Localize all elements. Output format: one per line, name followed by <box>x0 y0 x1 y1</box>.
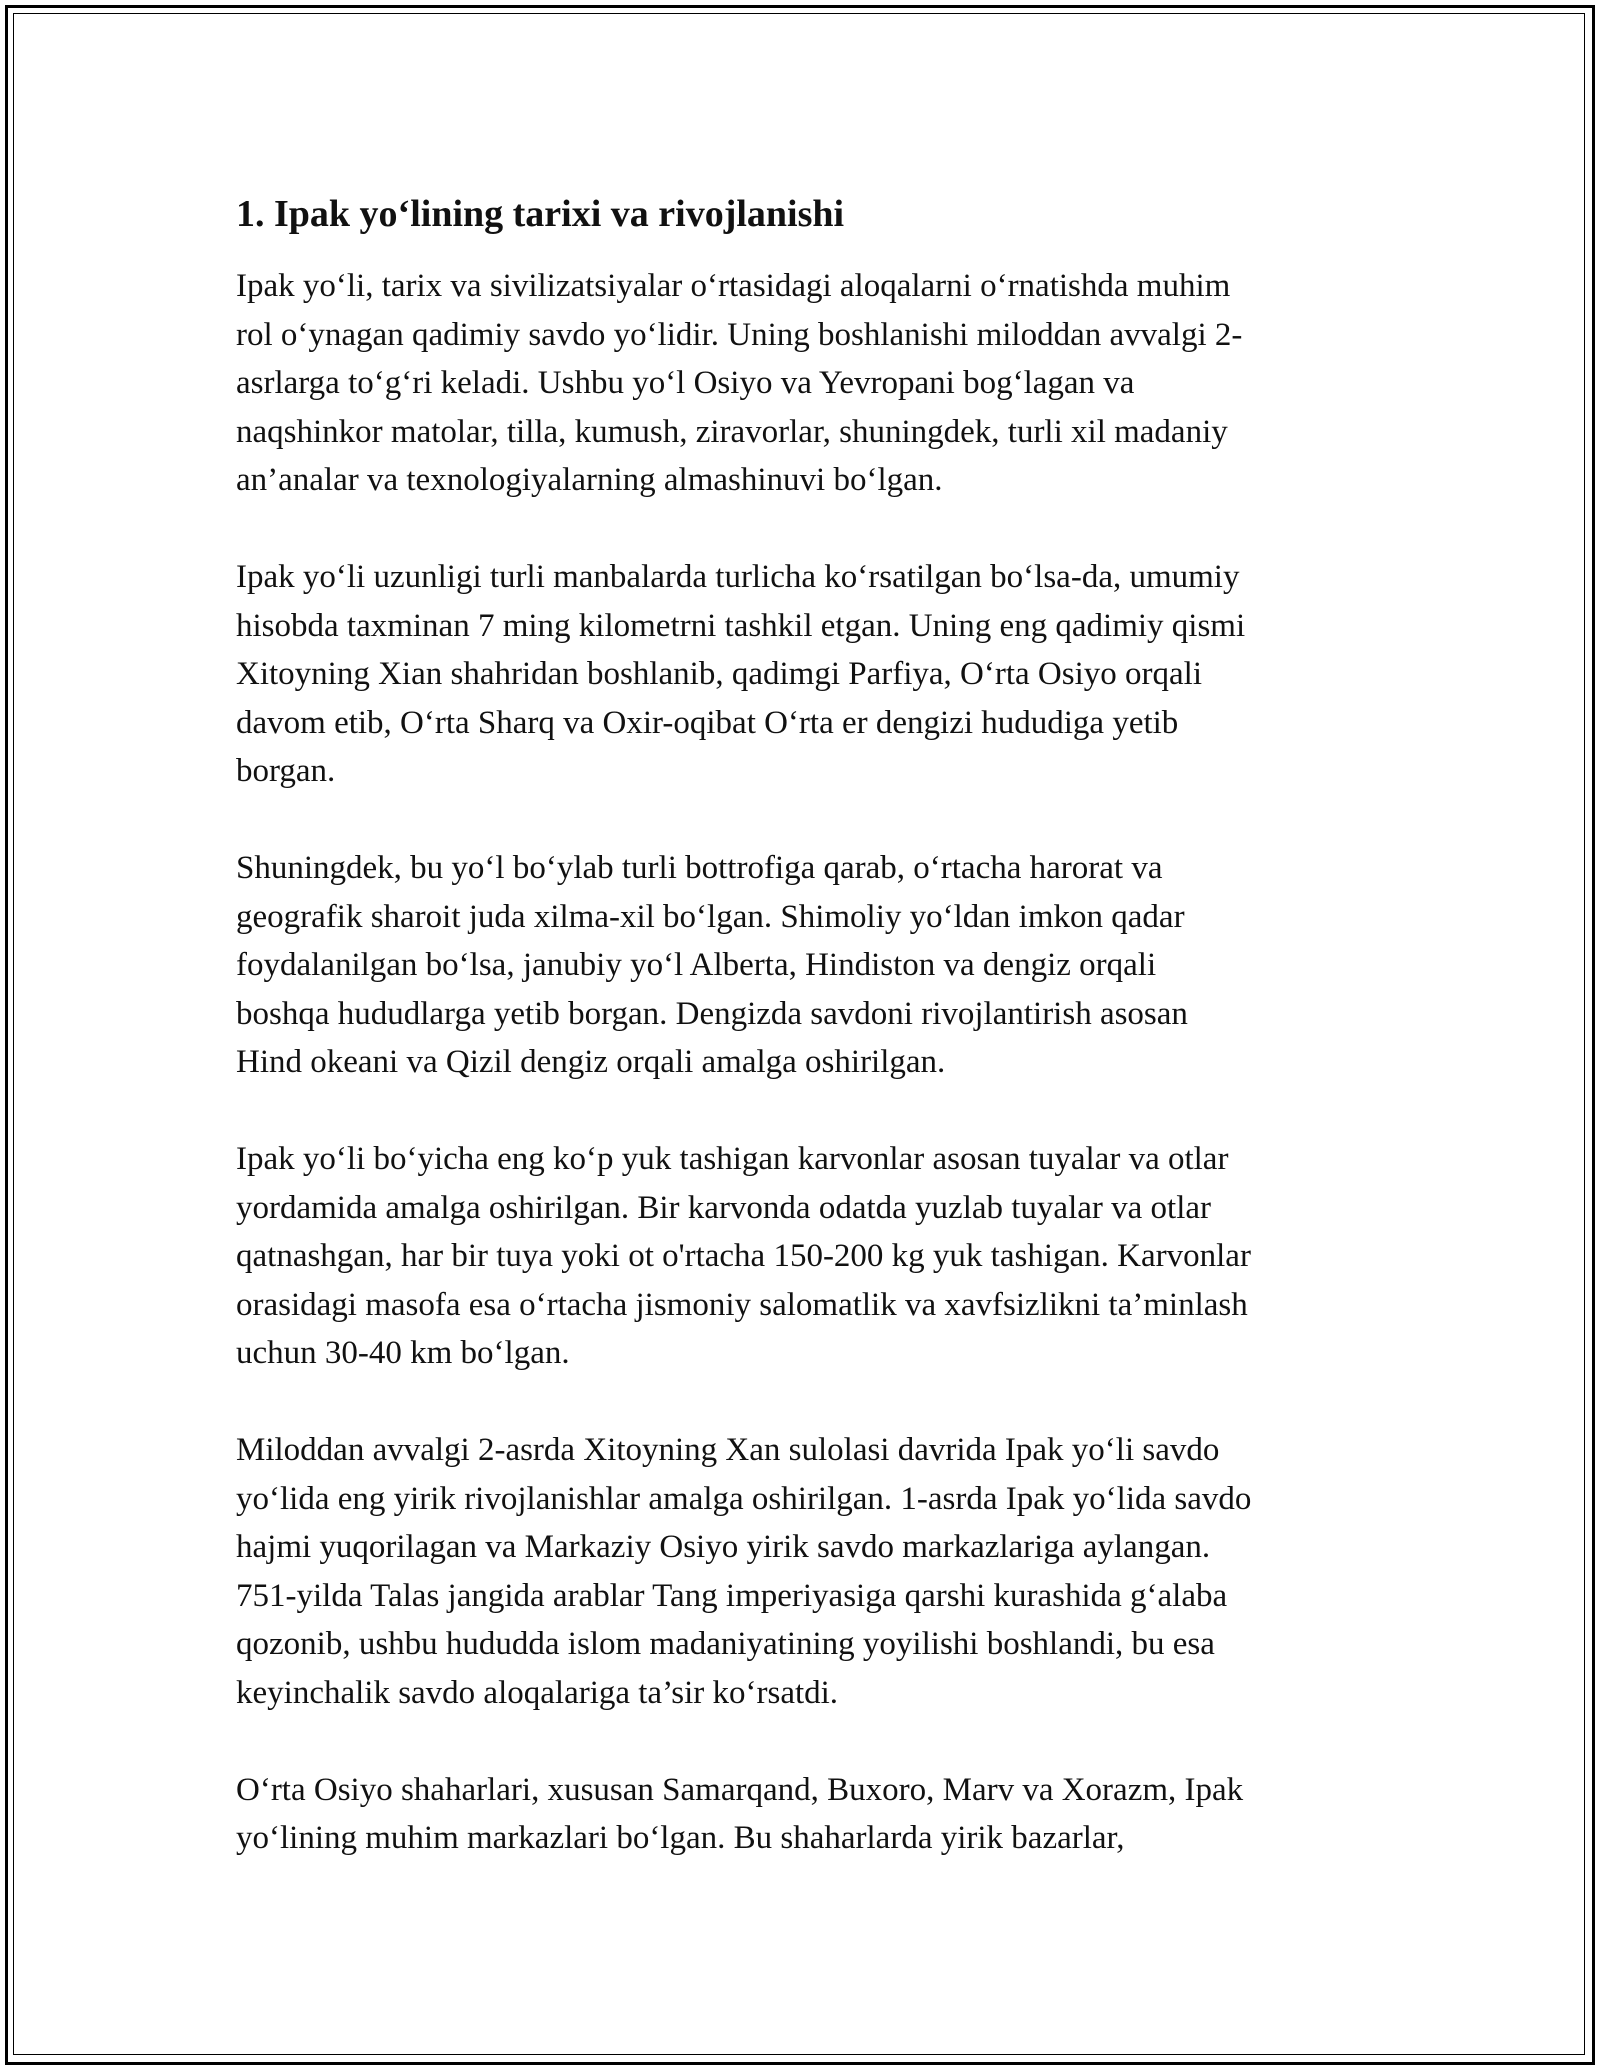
paragraph-2 <box>236 553 1371 796</box>
text-line: qozonib, ushbu hududda islom madaniyatining yoyilishi boshlandi, bu esa <box>236 1626 1215 1662</box>
text-line: keyinchalik savdo aloqalariga ta’sir ko‘rsatdi. <box>236 1674 839 1711</box>
text-line: hisobda taxminan 7 ming kilometrni tashkil etgan. Uning eng qadimiy qismi <box>236 607 1246 644</box>
text-line: uchun 30-40 km bo‘lgan. <box>236 1335 570 1371</box>
text-line: rol o‘ynagan qadimiy savdo yo‘lidir. Uning boshlanishi miloddan avvalgi 2- <box>236 316 1243 353</box>
text-line: Shuningdek, bu yo‘l bo‘ylab turli bottrofiga qarab, o‘rtacha harorat va <box>236 850 1163 886</box>
text-line: Ipak yo‘li, tarix va sivilizatsiyalar o‘rtasidagi aloqalarni o‘rnatishda muhim <box>236 268 1231 304</box>
text-line: yordamida amalga oshirilgan. Bir karvonda odatda yuzlab tuyalar va otlar <box>236 1189 1211 1226</box>
text-line: Ipak yo‘li uzunligi turli manbalarda turlicha ko‘rsatilgan bo‘lsa-da, umumiy <box>236 559 1240 595</box>
document-page <box>236 190 1371 1911</box>
text-line: davom etib, O‘rta Sharq va Oxir-oqibat O‘rta er dengizi hududiga yetib <box>236 704 1179 741</box>
text-line: yo‘lida eng yirik rivojlanishlar amalga oshirilgan. 1-asrda Ipak yo‘lida savdo <box>236 1480 1252 1517</box>
text-line: foydalanilgan bo‘lsa, janubiy yo‘l Alberta, Hindiston va dengiz orqali <box>236 947 1157 983</box>
text-line: asrlarga to‘g‘ri keladi. Ushbu yo‘l Osiyo va Yevropani bog‘lagan va <box>236 365 1135 401</box>
text-line: hajmi yuqorilagan va Markaziy Osiyo yirik savdo markazlariga aylangan. <box>236 1529 1211 1565</box>
paragraph-1 <box>236 262 1371 505</box>
paragraph-6 <box>236 1766 1371 1863</box>
text-line: Miloddan avvalgi 2-asrda Xitoyning Xan sulolasi davrida Ipak yo‘li savdo <box>236 1432 1220 1468</box>
text-line: naqshinkor matolar, tilla, kumush, ziravorlar, shuningdek, turli xil madaniy <box>236 413 1228 450</box>
text-line: boshqa hududlarga yetib borgan. Dengizda savdoni rivojlantirish asosan <box>236 995 1188 1032</box>
text-line: Xitoyning Xian shahridan boshlanib, qadimgi Parfiya, O‘rta Osiyo orqali <box>236 656 1202 692</box>
text-line: orasidagi masofa esa o‘rtacha jismoniy salomatlik va xavfsizlikni ta’minlash <box>236 1286 1248 1323</box>
paragraph-3 <box>236 844 1371 1087</box>
text-line: qatnashgan, har bir tuya yoki ot o'rtacha 150-200 kg yuk tashigan. Karvonlar <box>236 1238 1251 1274</box>
paragraph-5 <box>236 1426 1371 1717</box>
text-line: geografik sharoit juda xilma-xil bo‘lgan. Shimoliy yo‘ldan imkon qadar <box>236 898 1185 935</box>
text-line: Hind okeani va Qizil dengiz orqali amalga oshirilgan. <box>236 1044 946 1080</box>
text-line: Ipak yo‘li bo‘yicha eng ko‘p yuk tashigan karvonlar asosan tuyalar va otlar <box>236 1141 1229 1177</box>
text-line: borgan. <box>236 753 336 789</box>
text-line: yo‘lining muhim markazlari bo‘lgan. Bu shaharlarda yirik bazarlar, <box>236 1820 1125 1856</box>
text-line: an’analar va texnologiyalarning almashinuvi bo‘lgan. <box>236 462 943 498</box>
paragraph-4 <box>236 1135 1371 1378</box>
section-heading: 1. Ipak yo‘lining tarixi va rivojlanishi <box>236 193 845 235</box>
text-line: O‘rta Osiyo shaharlari, xususan Samarqand, Buxoro, Marv va Xorazm, Ipak <box>236 1771 1244 1808</box>
text-line: 751-yilda Talas jangida arablar Tang imperiyasiga qarshi kurashida g‘alaba <box>236 1577 1228 1614</box>
